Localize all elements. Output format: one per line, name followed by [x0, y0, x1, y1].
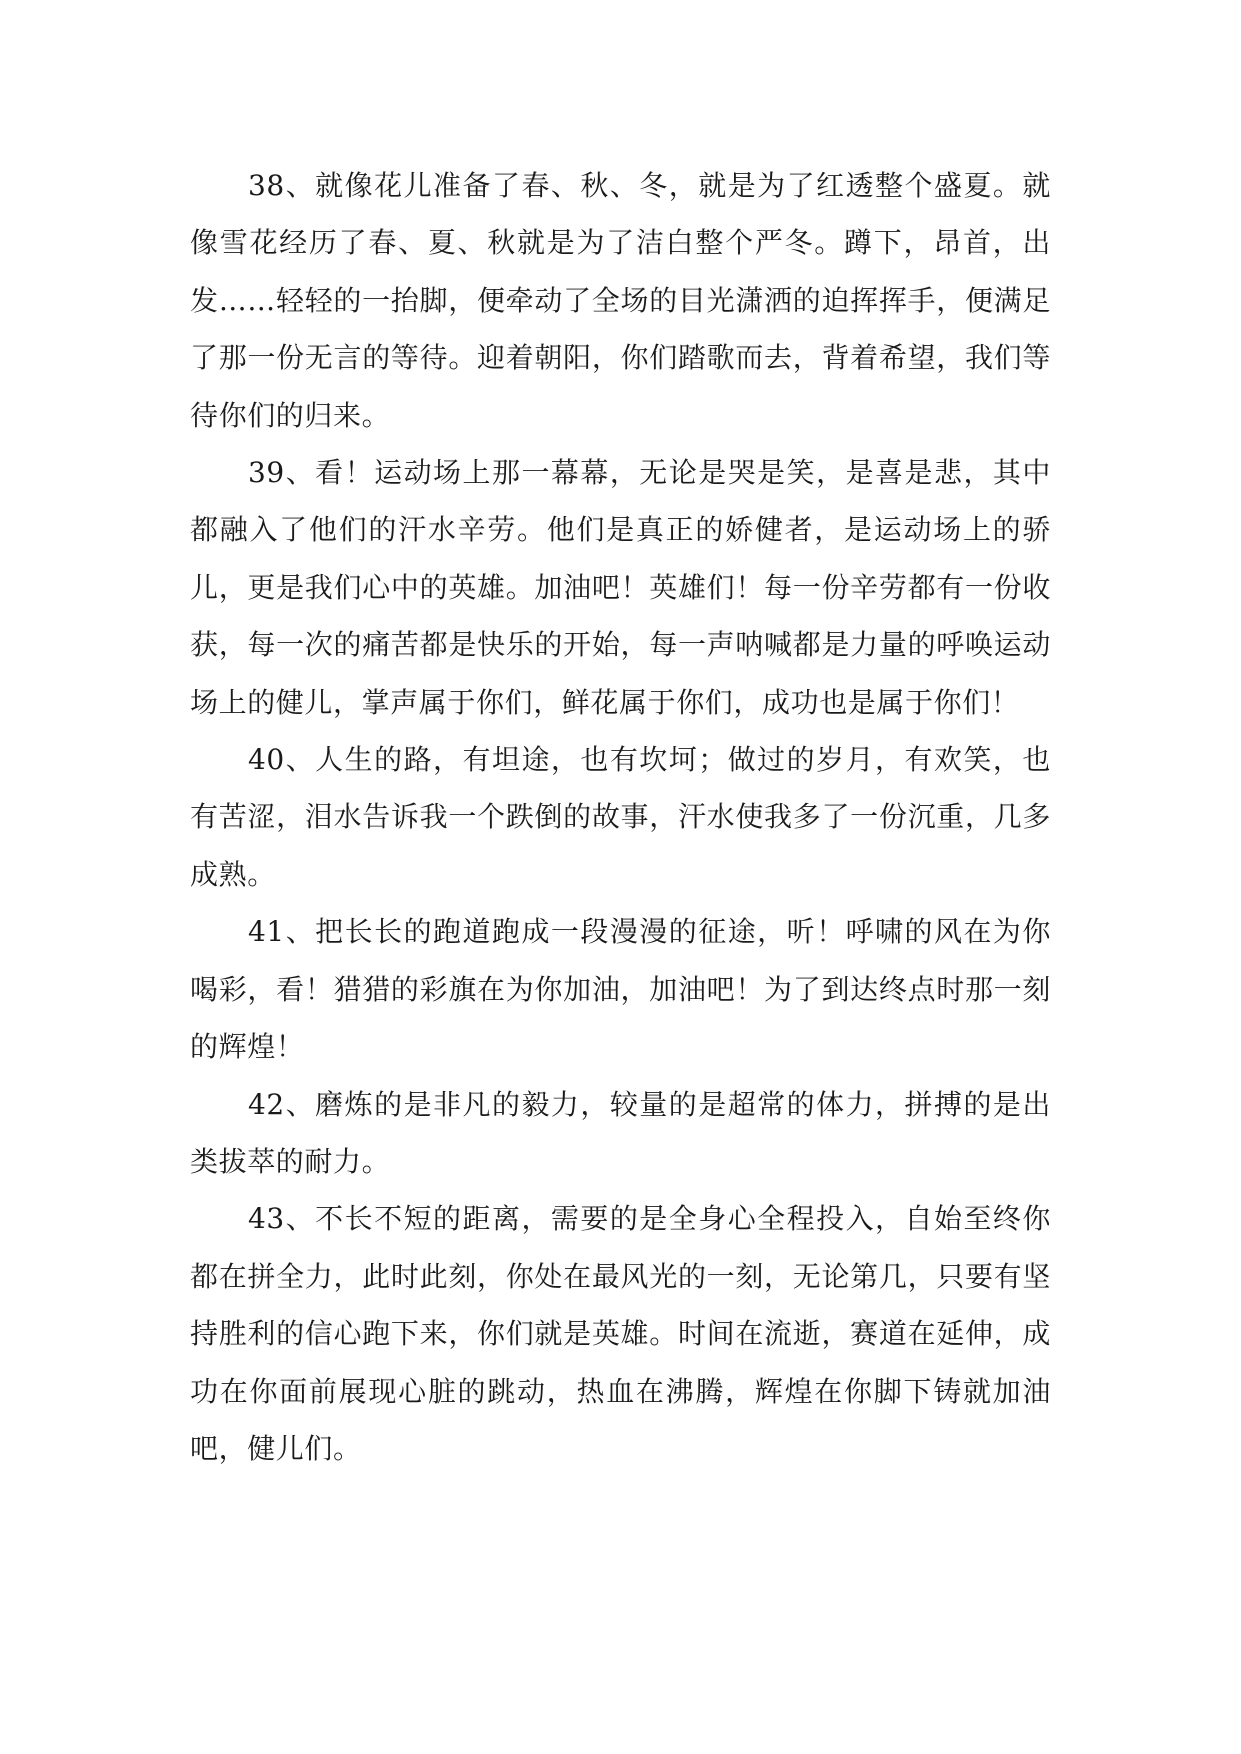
paragraph-41: 41、把长长的跑道跑成一段漫漫的征途，听！呼啸的风在为你喝彩，看！猎猎的彩旗在为你加油，加油吧！为了到达终点时那一刻的辉煌！	[190, 915, 1051, 1064]
paragraph-39: 39、看！运动场上那一幕幕，无论是哭是笑，是喜是悲，其中都融入了他们的汗水辛劳。他们是真正的娇健者，是运动场上的骄儿，更是我们心中的英雄。加油吧！英雄们！每一份辛劳都有一份收获，每一次的痛苦都是快乐的开始，每一声呐喊都是力量的呼唤运动场上的健儿，掌声属于你们，鲜花属于你们，成功也是属于你们！	[190, 456, 1051, 719]
document-body	[190, 157, 1051, 1477]
paragraph-40: 40、人生的路，有坦途，也有坎坷；做过的岁月，有欢笑，也有苦涩，泪水告诉我一个跌倒的故事，汗水使我多了一份沉重，几多成熟。	[190, 743, 1051, 891]
paragraph-42: 42、磨炼的是非凡的毅力，较量的是超常的体力，拼搏的是出类拔萃的耐力。	[190, 1087, 1051, 1178]
paragraph-43: 43、不长不短的距离，需要的是全身心全程投入，自始至终你都在拼全力，此时此刻，你处在最风光的一刻，无论第几，只要有坚持胜利的信心跑下来，你们就是英雄。时间在流逝，赛道在延伸，成功在你面前展现心脏的跳动，热血在沸腾，辉煌在你脚下铸就加油吧，健儿们。	[190, 1202, 1051, 1465]
paragraph-38: 38、就像花儿准备了春、秋、冬，就是为了红透整个盛夏。就像雪花经历了春、夏、秋就是为了洁白整个严冬。蹲下，昂首，出发……轻轻的一抬脚，便牵动了全场的目光潇洒的迫挥挥手，便满足了那一份无言的等待。迎着朝阳，你们踏歌而去，背着希望，我们等待你们的归来。	[190, 169, 1051, 432]
